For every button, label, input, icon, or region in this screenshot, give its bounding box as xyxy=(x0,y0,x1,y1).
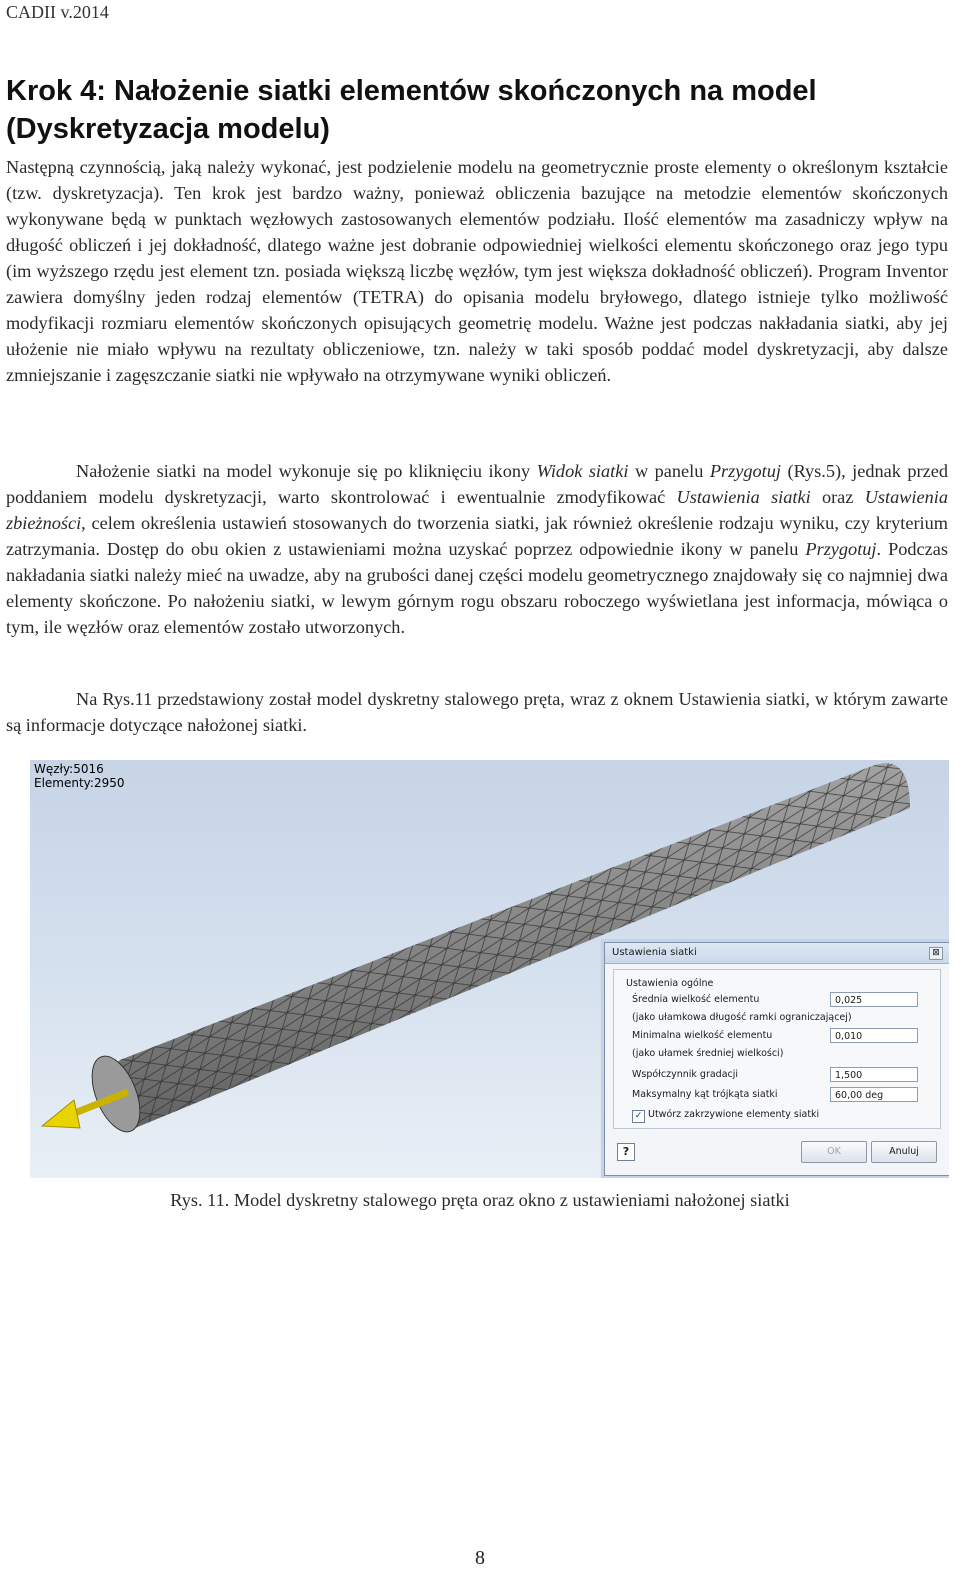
help-icon[interactable]: ? xyxy=(617,1143,635,1161)
max-angle-input[interactable]: 60,00 deg xyxy=(830,1087,918,1102)
paragraph-figure-intro xyxy=(6,686,948,738)
min-size-label: Minimalna wielkość elementu xyxy=(632,1030,773,1041)
p2-italic-prepare-panel: Przygotuj xyxy=(709,461,781,481)
p2-italic-convergence-settings: Ustawienia zbieżności xyxy=(6,487,948,533)
dialog-title-bar xyxy=(605,943,949,964)
p2-text-3: (Rys.5), jednak przed poddaniem modelu dyskretyzacji, warto skontrolować i ewentualnie zmodyfikować xyxy=(6,461,948,507)
grading-factor-label: Współczynnik gradacji xyxy=(632,1069,739,1080)
section-title-line-1: Krok 4: Nałożenie siatki elementów skończonych na model xyxy=(6,75,817,107)
close-icon[interactable]: ⊠ xyxy=(929,947,943,960)
p2-text-4: oraz xyxy=(810,487,865,507)
p2-text-2: w panelu xyxy=(628,461,710,481)
min-size-input[interactable]: 0,010 xyxy=(830,1028,918,1043)
elements-count: Elementy:2950 xyxy=(34,776,125,790)
paragraph-mesh-procedure xyxy=(6,458,948,640)
general-settings-group xyxy=(613,969,941,1129)
p2-italic-prepare-panel-2: Przygotuj xyxy=(805,539,877,559)
p2-text-5: , celem określenia ustawień stosowanych do tworzenia siatki, jak również określenie rodzaju wyniku, czy kryterium zatrzymania. Dostęp do obu okien z ustawieniami można uzyskać poprzez odpowiednie ikony w panelu xyxy=(6,513,948,559)
mesh-settings-dialog xyxy=(604,942,949,1176)
section-title xyxy=(6,72,946,148)
p3-text: Na Rys.11 przedstawiony został model dyskretny stalowego pręta, wraz z oknem Ustawienia siatki, w którym zawarte są informacje dotyczące nałożonej siatki. xyxy=(6,689,948,735)
max-angle-label: Maksymalny kąt trójkąta siatki xyxy=(632,1089,778,1100)
cancel-button[interactable]: Anuluj xyxy=(871,1141,937,1163)
curved-elements-checkbox[interactable]: ✓ xyxy=(632,1110,645,1123)
p2-text-6: . Podczas nakładania siatki należy mieć na uwadze, aby na grubości danej części modelu geometrycznego znajdowały się co najmniej dwa elementy skończone. Po nałożeniu siatki, w lewym górnym rogu obszaru roboczego wyświetlana jest informacja, mówiąca o tym, ile węzłów oraz elementów zostało utworzonych. xyxy=(6,539,948,637)
curved-elements-label: Utwórz zakrzywione elementy siatki xyxy=(648,1109,820,1120)
general-settings-label: Ustawienia ogólne xyxy=(626,978,714,989)
grading-factor-input[interactable]: 1,500 xyxy=(830,1067,918,1082)
p2-text-1: Nałożenie siatki na model wykonuje się po kliknięciu ikony xyxy=(76,461,537,481)
page-number: 8 xyxy=(475,1547,485,1569)
p2-italic-mesh-view: Widok siatki xyxy=(536,461,629,481)
running-header: CADII v.2014 xyxy=(6,2,109,22)
figure-caption: Rys. 11. Model dyskretny stalowego pręta oraz okno z ustawieniami nałożonej siatki xyxy=(170,1190,790,1210)
figure-mesh-model xyxy=(30,760,949,1178)
avg-size-label: Średnia wielkość elementu xyxy=(632,994,760,1005)
section-title-line-2: (Dyskretyzacja modelu) xyxy=(6,113,330,145)
dialog-title: Ustawienia siatki xyxy=(612,947,697,958)
min-size-note: (jako ułamek średniej wielkości) xyxy=(632,1048,784,1059)
avg-size-input[interactable]: 0,025 xyxy=(830,992,918,1007)
p2-italic-mesh-settings: Ustawienia siatki xyxy=(676,487,811,507)
nodes-count: Węzły:5016 xyxy=(34,762,104,776)
avg-size-note: (jako ułamkowa długość ramki ograniczającej) xyxy=(632,1012,852,1023)
ok-button[interactable]: OK xyxy=(801,1141,867,1163)
paragraph-discretization: Następną czynnością, jaką należy wykonać, jest podzielenie modelu na geometrycznie proste elementy o określonym kształcie (tzw. dyskretyzacja). Ten krok jest bardzo ważny, ponieważ obliczenia bazujące na metodzie elementów skończonych wykonywane będą w punktach węzłowych zastosowanych elementów podziału. Ilość elementów ma zasadniczy wpływ na długość obliczeń i jej dokładność, dlatego ważne jest dobranie odpowiedniej wielkości elementu skończonego oraz jego typu (im wyższego rzędu jest element tzn. posiada większą liczbę węzłów, tym jest większa dokładność obliczeń). Program Inventor zawiera domyślny jeden rodzaj elementów (TETRA) do opisania modelu bryłowego, dlatego istnieje tylko możliwość modyfikacji rozmiaru elementów skończonych opisujących geometrię modelu. Ważne jest podczas nakładania siatki, aby jej ułożenie nie miało wpływu na rezultaty obliczeniowe, tzn. należy w taki sposób poddać model dyskretyzacji, aby dalsze zmniejszanie i zagęszczanie siatki nie wpływało na otrzymywane wyniki obliczeń. xyxy=(6,157,948,385)
